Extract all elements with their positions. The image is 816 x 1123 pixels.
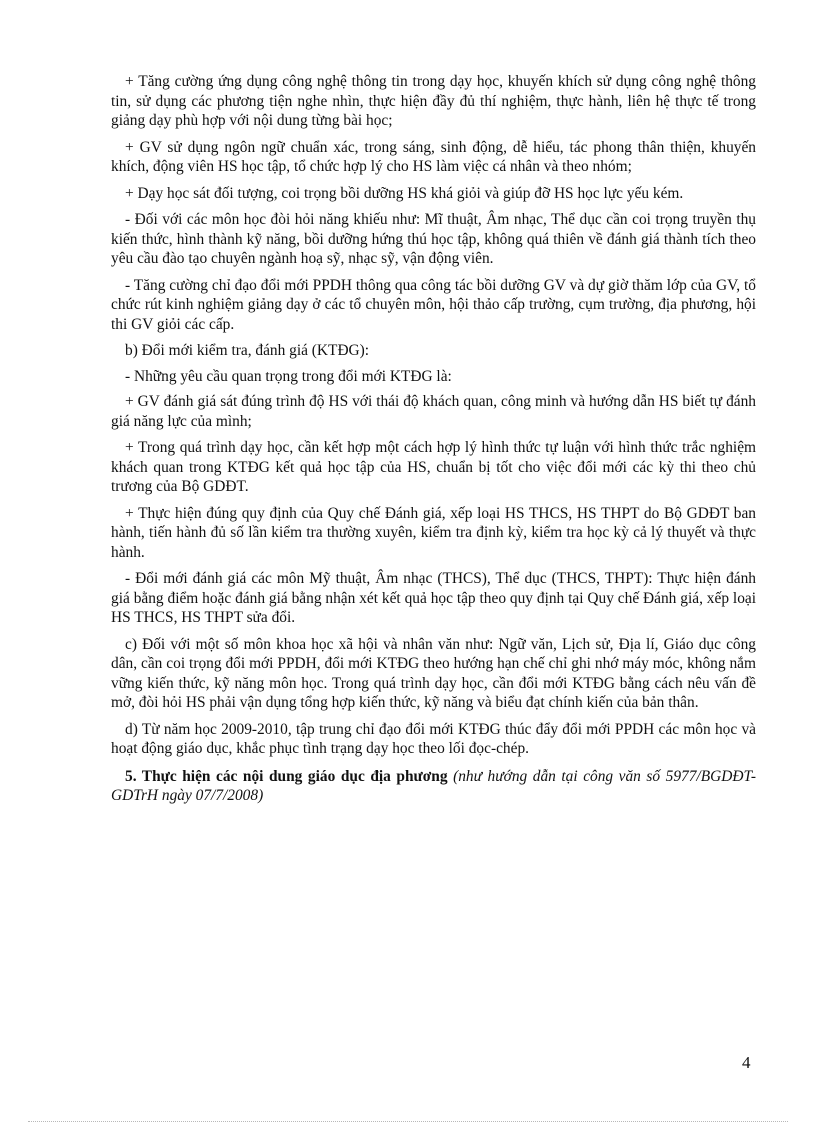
document-body — [111, 72, 756, 806]
paragraph-aptitude-subjects: - Đối với các môn học đòi hỏi năng khiếu như: Mĩ thuật, Âm nhạc, Thể dục cần coi trọng truyền thụ kiến thức, hình thành kỹ năng, bồi dưỡng hứng thú học tập, không quá thiên về đánh giá thành tích theo yêu cầu đào tạo chuyên ngành hoạ sỹ, nhạc sỹ, vận động viên. — [111, 211, 756, 267]
paragraph-regulations: + Thực hiện đúng quy định của Quy chế Đánh giá, xếp loại HS THCS, HS THPT do Bộ GDĐT ban hành, tiến hành đủ số lần kiểm tra thường xuyên, kiểm tra định kỳ, kiểm tra học kỳ cả lý thuyết và thực hành. — [111, 504, 756, 561]
paragraph-social-sciences: c) Đối với một số môn khoa học xã hội và nhân văn như: Ngữ văn, Lịch sử, Địa lí, Giáo dục công dân, cần coi trọng đổi mới PPDH, đổi mới KTĐG theo hướng hạn chế chỉ ghi nhớ máy móc, không nắm vững kiến thức, kỹ năng môn học. Trong quá trình dạy học, cần đổi mới KTĐG bằng cách nêu vấn đề mở, đòi hỏi HS phải vận dụng tổng hợp kiến thức, kỹ năng và biểu đạt chính kiến của bản thân. — [111, 635, 756, 711]
paragraph-teacher-language: + GV sử dụng ngôn ngữ chuẩn xác, trong sáng, sinh động, dễ hiểu, tác phong thân thiện, khuyến khích, động viên HS học tập, tổ chức hợp lý cho HS làm việc cá nhân và theo nhóm; — [111, 138, 756, 175]
paragraph-assessment-heading: b) Đổi mới kiểm tra, đánh giá (KTĐG): — [125, 342, 370, 359]
section-heading-local-education — [111, 767, 756, 806]
paragraph-ict-usage: + Tăng cường ứng dụng công nghệ thông tin trong dạy học, khuyến khích sử dụng công nghệ thông tin, sử dụng các phương tiện nghe nhìn, thực hiện đầy đủ thí nghiệm, thực hành, liên hệ thực tế trong giảng dạy phù hợp với nội dung từng bài học; — [111, 73, 756, 129]
paragraph-teacher-training: - Tăng cường chỉ đạo đổi mới PPDH thông qua công tác bồi dưỡng GV và dự giờ thăm lớp của GV, tổ chức rút kinh nghiệm giảng dạy ở các tổ chuyên môn, hội thảo cấp trường, cụm trường, địa phương, hội thi GV giỏi các cấp. — [111, 276, 756, 333]
paragraph-test-formats: + Trong quá trình dạy học, cần kết hợp một cách hợp lý hình thức tự luận với hình thức trắc nghiệm khách quan trong KTĐG kết quả học tập của HS, chuẩn bị tốt cho việc đổi mới các kỳ thi theo chủ trương của Bộ GDĐT. — [111, 439, 756, 495]
paragraph-school-year: d) Từ năm học 2009-2010, tập trung chỉ đạo đổi mới KTĐG thúc đẩy đổi mới PPDH các môn học và hoạt động giáo dục, khắc phục tình trạng dạy học theo lối đọc-chép. — [111, 720, 756, 757]
page-number: 4 — [742, 1053, 751, 1072]
paragraph-assessment-requirements: - Những yêu cầu quan trọng trong đổi mới KTĐG là: — [125, 367, 452, 385]
paragraph-objective-assessment: + GV đánh giá sát đúng trình độ HS với thái độ khách quan, công minh và hướng dẫn HS biết tự đánh giá năng lực của mình; — [111, 393, 756, 430]
paragraph-targeted-teaching: + Dạy học sát đối tượng, coi trọng bồi dưỡng HS khá giỏi và giúp đỡ HS học lực yếu kém. — [125, 184, 684, 202]
section-heading-reference: (như hướng dẫn tại công văn số 5977/BGDĐT-GDTrH ngày 07/7/2008) — [111, 767, 756, 804]
section-heading-title: 5. Thực hiện các nội dung giáo dục địa phương — [125, 767, 448, 785]
page-bottom-divider — [28, 1121, 788, 1122]
paragraph-arts-assessment: - Đổi mới đánh giá các môn Mỹ thuật, Âm nhạc (THCS), Thể dục (THCS, THPT): Thực hiện đánh giá bằng điểm hoặc đánh giá bằng nhận xét kết quả học tập theo quy định tại Quy chế Đánh giá, xếp loại HS THCS, HS THPT sửa đổi. — [111, 570, 756, 626]
